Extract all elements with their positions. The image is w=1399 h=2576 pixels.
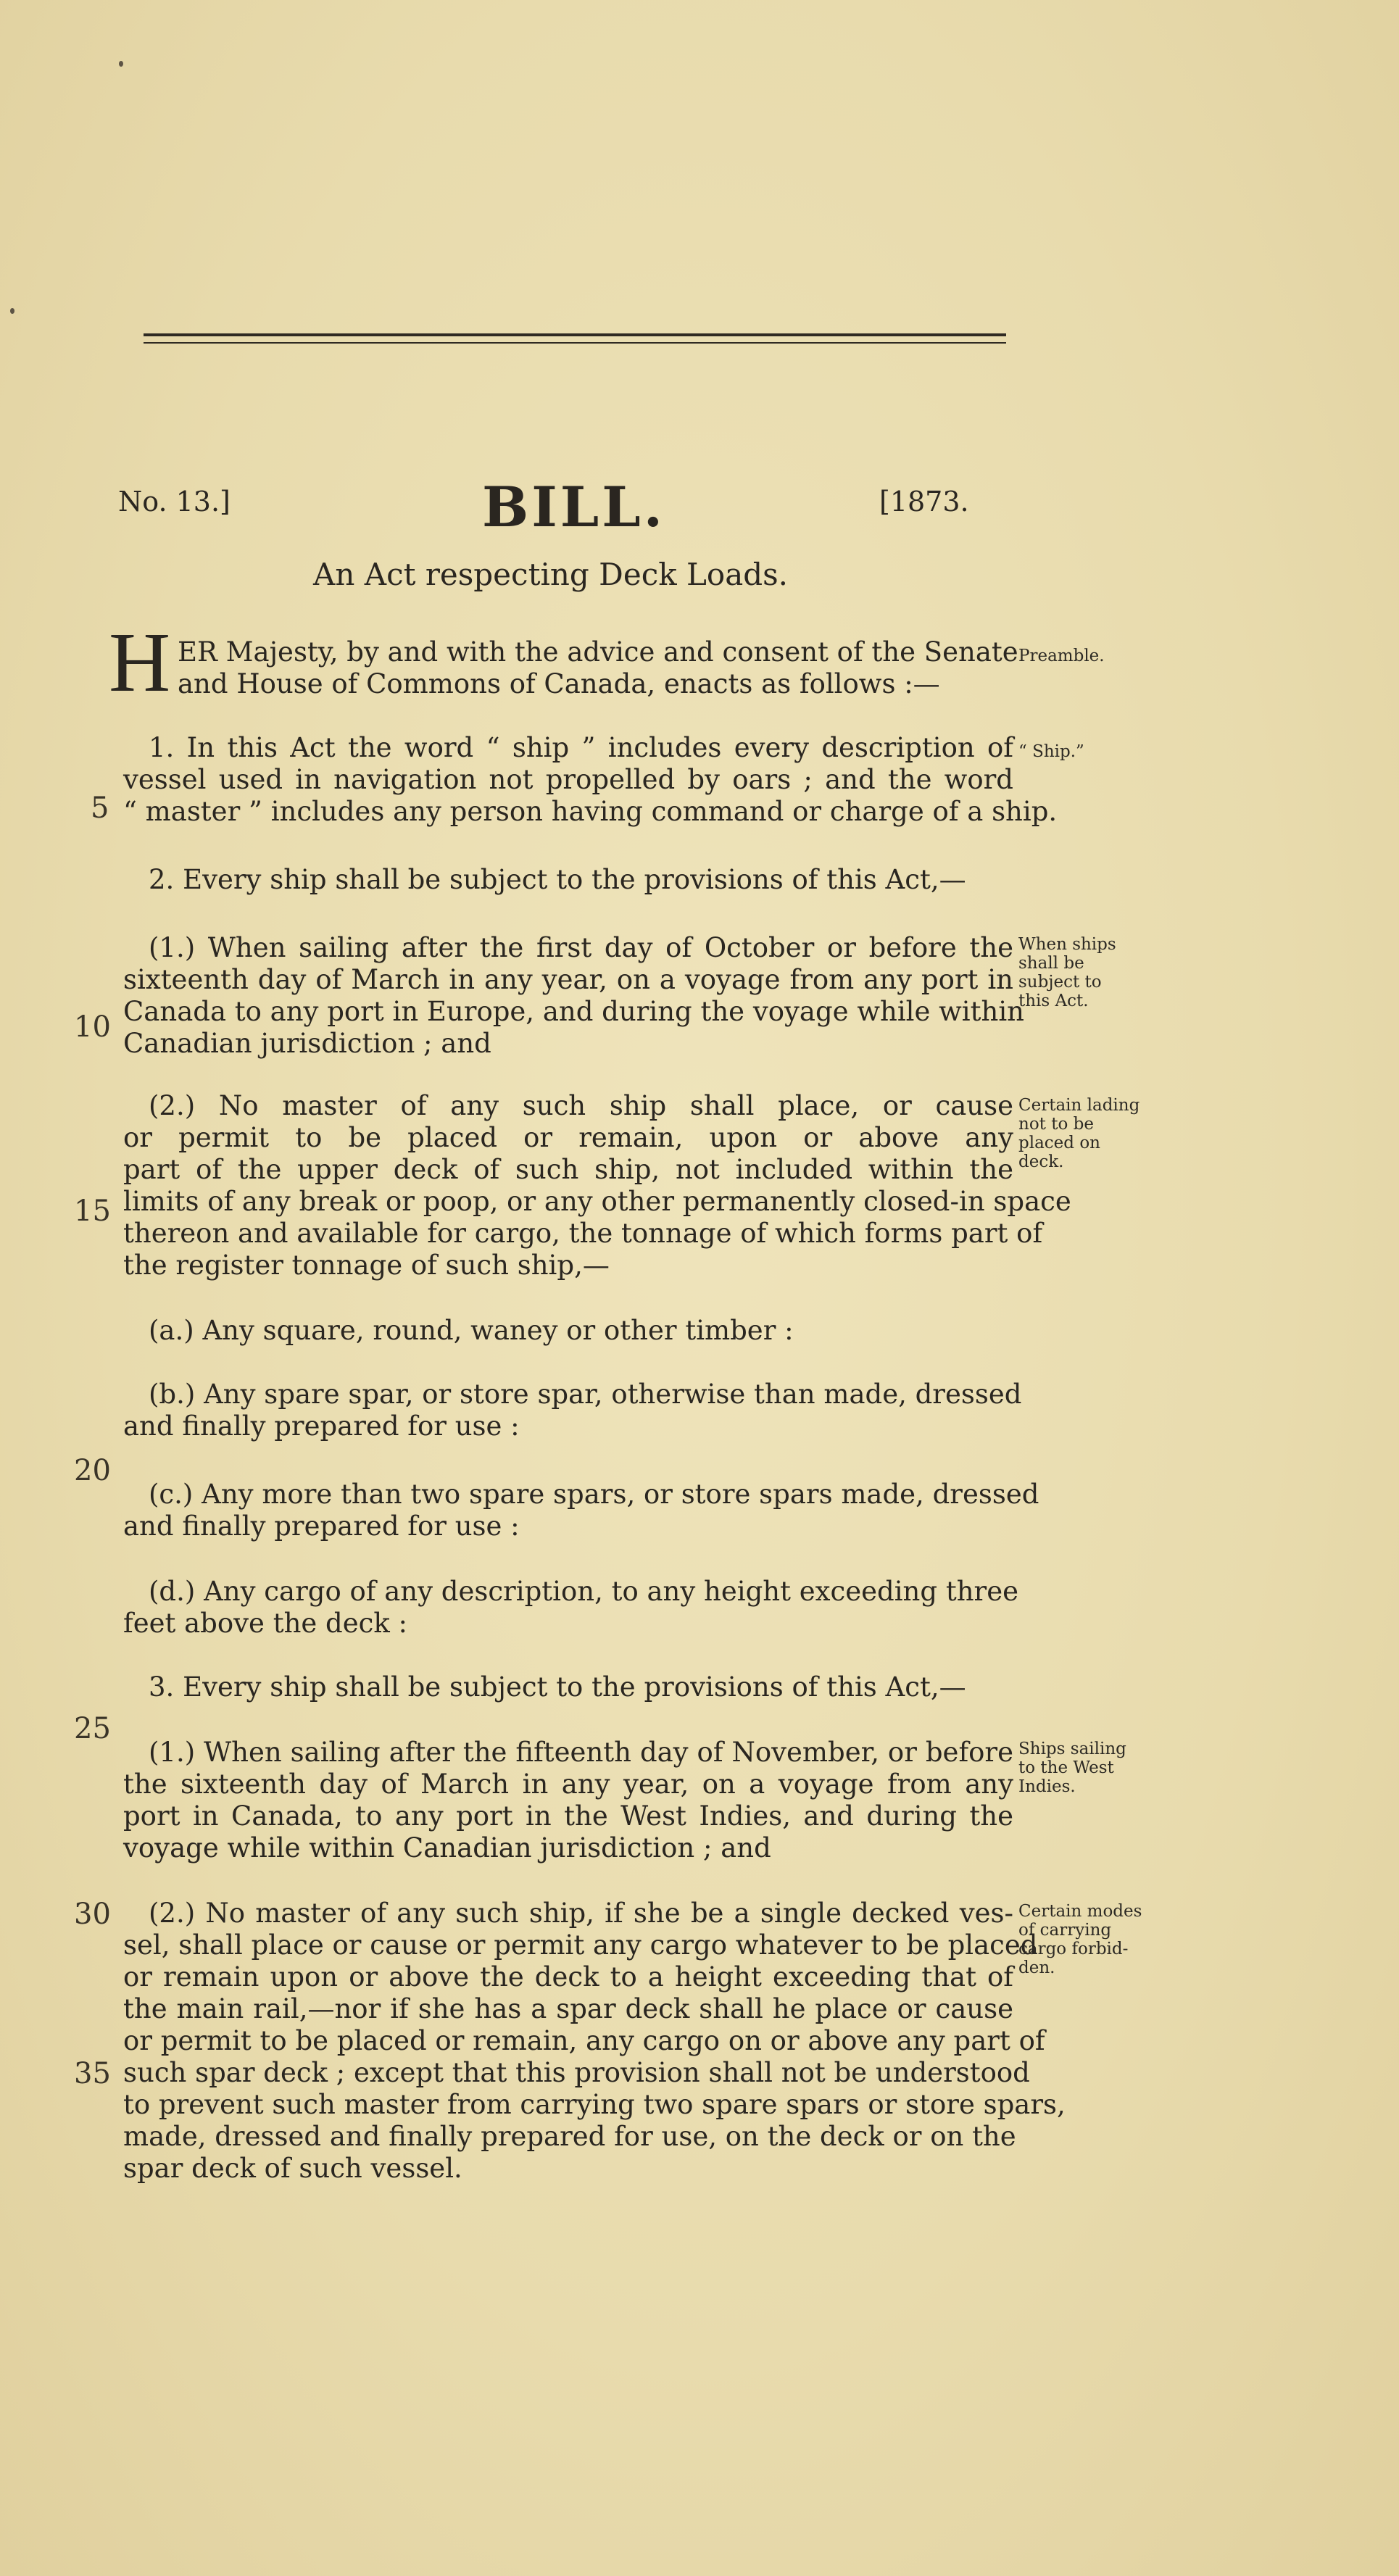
section2-sub2-line: thereon and available for cargo, the tonnage of which forms part of [123, 1218, 1043, 1249]
margin-note-certain-modes: den. [1018, 1958, 1055, 1977]
preamble-dropcap: H [109, 615, 171, 710]
section2-item-d: feet above the deck : [123, 1608, 408, 1639]
margin-note-when-ships: this Act. [1018, 992, 1089, 1010]
margin-note-certain-modes: Certain modes [1018, 1902, 1142, 1921]
section3-sub2-line: to prevent such master from carrying two spare spars or store spars, [123, 2089, 1066, 2120]
section2-item-b: (b.) Any spare spar, or store spar, otherwise than made, dressed [149, 1379, 1022, 1410]
margin-note-certain-lading: Certain lading [1018, 1096, 1140, 1115]
section2-item-c: and finally prepared for use : [123, 1511, 520, 1542]
section3-sub1-line: (1.) When sailing after the fifteenth day of November, or before [149, 1737, 1013, 1768]
section2-sub2-line: (2.) No master of any such ship shall place, or cause [149, 1090, 1013, 1121]
top-rule [144, 333, 1006, 336]
margin-note-certain-lading: not to be [1018, 1115, 1094, 1134]
preamble-line: ER Majesty, by and with the advice and consent of the Senate [178, 636, 1018, 668]
act-title: An Act respecting Deck Loads. [313, 557, 789, 592]
section2-sub1-line: Canadian jurisdiction ; and [123, 1028, 491, 1059]
section2-sub2-line: part of the upper deck of such ship, not included within the [123, 1154, 1013, 1185]
section3-sub2-line: such spar deck ; except that this provision shall not be understood [123, 2057, 1030, 2088]
margin-note-when-ships: shall be [1018, 954, 1084, 973]
section2-item-d: (d.) Any cargo of any description, to any height exceeding three [149, 1576, 1019, 1607]
margin-note-ships-sailing: Ships sailing [1018, 1740, 1126, 1758]
section2-item-b: and finally prepared for use : [123, 1410, 520, 1442]
top-rule-thin [144, 342, 1006, 344]
margin-note-ship: “ Ship.” [1018, 742, 1084, 761]
section2-sub2-line: or permit to be placed or remain, upon or above any [123, 1122, 1013, 1153]
line-number: 15 [74, 1194, 111, 1228]
section3-sub1-line: the sixteenth day of March in any year, on a voyage from any [123, 1769, 1013, 1800]
line-number: 10 [74, 1010, 111, 1044]
section3-sub2-line: or remain upon or above the deck to a height exceeding that of [123, 1961, 1013, 1993]
line-number: 35 [74, 2057, 111, 2090]
section3-sub2-line: the main rail,—nor if she has a spar deck shall he place or cause [123, 1993, 1013, 2024]
margin-note-ships-sailing: to the West [1018, 1758, 1114, 1777]
section3-intro: 3. Every ship shall be subject to the provisions of this Act,— [149, 1671, 966, 1703]
section2-sub2-line: limits of any break or poop, or any other permanently closed-in space [123, 1186, 1071, 1217]
section1-line: “ master ” includes any person having command or charge of a ship. [123, 796, 1058, 827]
bill-number: No. 13.] [118, 486, 231, 518]
section2-sub1-line: Canada to any port in Europe, and during the voyage while within [123, 996, 1025, 1027]
bill-year: [1873. [879, 486, 969, 518]
margin-note-certain-modes: of carrying [1018, 1921, 1112, 1940]
section3-sub2-line: made, dressed and finally prepared for use, on the deck or on the [123, 2121, 1016, 2152]
paper-speck [10, 308, 14, 314]
section3-sub2-line: spar deck of such vessel. [123, 2153, 462, 2184]
preamble-line: and House of Commons of Canada, enacts as follows :— [178, 668, 940, 699]
section2-item-a: (a.) Any square, round, waney or other timber : [149, 1315, 794, 1346]
line-number: 25 [74, 1712, 111, 1745]
section3-sub2-line: (2.) No master of any such ship, if she be a single decked ves- [149, 1898, 1013, 1929]
section2-intro: 2. Every ship shall be subject to the provisions of this Act,— [149, 864, 966, 895]
line-number: 30 [74, 1898, 111, 1931]
margin-note-preamble: Preamble. [1018, 647, 1105, 665]
margin-note-certain-lading: placed on [1018, 1134, 1100, 1152]
bill-heading: BILL. [482, 475, 666, 539]
line-number: 5 [91, 792, 109, 825]
margin-note-ships-sailing: Indies. [1018, 1777, 1076, 1796]
section1-line: 1. In this Act the word “ ship ” includes every description of [149, 732, 1013, 763]
paper-speck [119, 61, 123, 67]
line-number: 20 [74, 1454, 111, 1487]
section3-sub1-line: port in Canada, to any port in the West Indies, and during the [123, 1800, 1013, 1832]
section2-sub1-line: (1.) When sailing after the first day of October or before the [149, 932, 1013, 963]
section3-sub2-line: or permit to be placed or remain, any cargo on or above any part of [123, 2025, 1045, 2056]
section3-sub2-line: sel, shall place or cause or permit any cargo whatever to be placed [123, 1929, 1038, 1961]
section2-sub1-line: sixteenth day of March in any year, on a voyage from any port in [123, 964, 1013, 995]
margin-note-certain-lading: deck. [1018, 1152, 1064, 1171]
margin-note-when-ships: subject to [1018, 973, 1102, 992]
margin-note-when-ships: When ships [1018, 935, 1116, 954]
section3-sub1-line: voyage while within Canadian jurisdiction ; and [123, 1832, 771, 1864]
section1-line: vessel used in navigation not propelled by oars ; and the word [123, 764, 1013, 795]
margin-note-certain-modes: cargo forbid- [1018, 1940, 1129, 1958]
section2-sub2-line: the register tonnage of such ship,— [123, 1250, 610, 1281]
section2-item-c: (c.) Any more than two spare spars, or store spars made, dressed [149, 1479, 1039, 1510]
